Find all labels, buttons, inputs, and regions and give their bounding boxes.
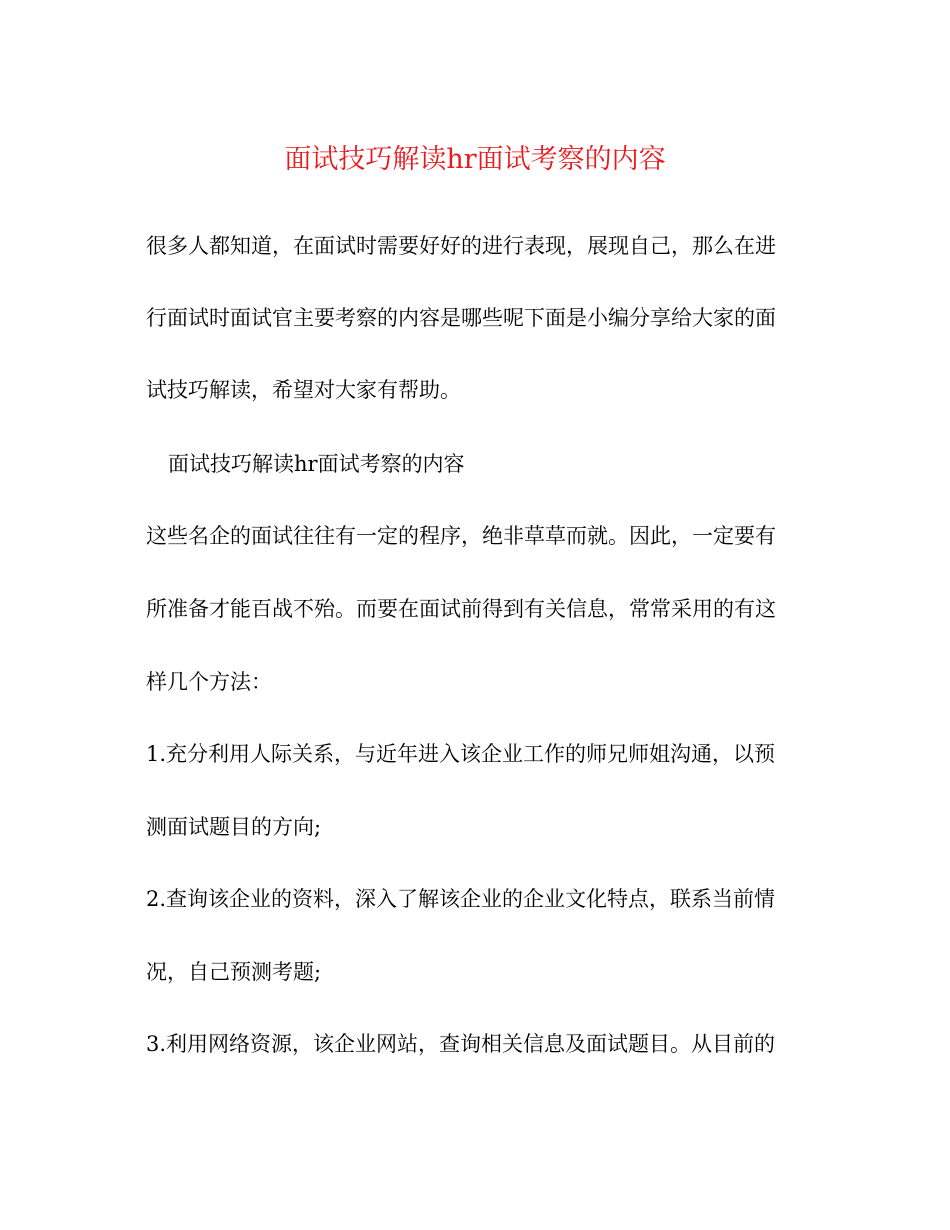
list-item-line: 3.利用网络资源，该企业网站，查询相关信息及面试题目。从目前的 <box>146 1032 776 1056</box>
list-item-line: 况，自己预测考题; <box>146 960 322 984</box>
body-line: 很多人都知道，在面试时需要好好的进行表现，展现自己，那么在进 <box>146 234 776 258</box>
body-line: 所准备才能百战不殆。而要在面试前得到有关信息，常常采用的有这 <box>146 597 776 621</box>
section-subtitle: 面试技巧解读hr面试考察的内容 <box>168 452 465 476</box>
list-item-line: 2.查询该企业的资料，深入了解该企业的企业文化特点，联系当前情 <box>146 887 776 911</box>
list-item-line: 测面试题目的方向; <box>146 815 322 839</box>
document-title: 面试技巧解读hr面试考察的内容 <box>284 144 666 175</box>
body-line: 这些名企的面试往往有一定的程序，绝非草草而就。因此，一定要有 <box>146 524 776 548</box>
body-line: 行面试时面试官主要考察的内容是哪些呢下面是小编分享给大家的面 <box>146 306 776 330</box>
list-item-line: 1.充分利用人际关系，与近年进入该企业工作的师兄师姐沟通，以预 <box>146 742 776 766</box>
body-line: 样几个方法： <box>146 670 272 694</box>
body-line: 试技巧解读，希望对大家有帮助。 <box>146 378 461 402</box>
